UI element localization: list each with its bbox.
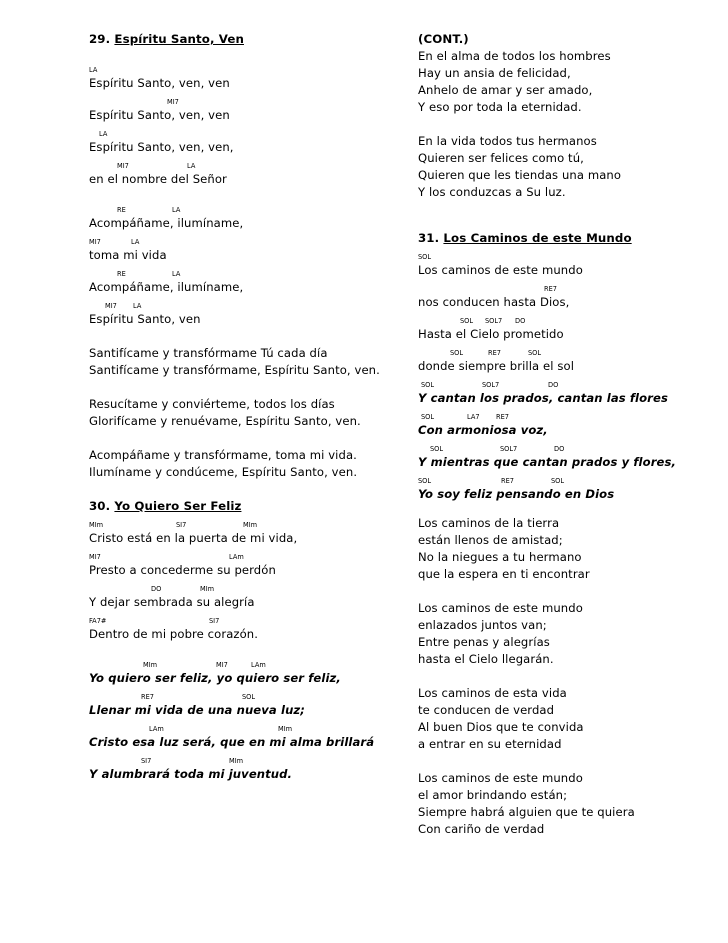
chord: SI7 bbox=[141, 757, 152, 765]
chord: LA bbox=[89, 66, 98, 74]
song-30-heading bbox=[89, 498, 389, 515]
chord: LA bbox=[187, 162, 196, 170]
chord: RE7 bbox=[496, 413, 509, 421]
chord: RE7 bbox=[544, 285, 557, 293]
lyric-line: Ilumíname y condúceme, Espíritu Santo, ven. bbox=[89, 465, 358, 479]
lyric-line: Acompáñame, ilumíname, bbox=[89, 280, 244, 294]
chord: MI7 bbox=[105, 302, 117, 310]
lyric-line: Glorifícame y renuévame, Espíritu Santo, ven. bbox=[89, 414, 361, 428]
song-29-heading bbox=[89, 31, 389, 48]
song-title: Espíritu Santo, Ven bbox=[114, 32, 244, 46]
chord: SI7 bbox=[209, 617, 220, 625]
chord: SI7 bbox=[176, 521, 187, 529]
lyric-line: No la niegues a tu hermano bbox=[418, 550, 582, 564]
chord: SOL7 bbox=[482, 381, 500, 389]
song-title: Los Caminos de este Mundo bbox=[443, 231, 632, 245]
lyric-line: donde siempre brilla el sol bbox=[418, 359, 575, 373]
chord: LA7 bbox=[467, 413, 480, 421]
chorus-line: Y mientras que cantan prados y flores, bbox=[418, 455, 676, 469]
song-number: 30. bbox=[89, 499, 111, 513]
lyric-line: Los caminos de esta vida bbox=[418, 686, 567, 700]
chorus-line: Y alumbrará toda mi juventud. bbox=[89, 767, 293, 781]
chorus-line: Yo soy feliz pensando en Dios bbox=[418, 487, 615, 501]
song-title: Yo Quiero Ser Feliz bbox=[114, 499, 242, 513]
lyric-line: toma mi vida bbox=[89, 248, 167, 262]
chord: SOL bbox=[430, 445, 444, 453]
lyric-line: Al buen Dios que te convida bbox=[418, 720, 584, 734]
chord-line bbox=[89, 687, 389, 702]
lyric-line: Espíritu Santo, ven, ven bbox=[89, 108, 230, 122]
chord: RE7 bbox=[488, 349, 501, 357]
chord: FA7# bbox=[89, 617, 107, 625]
chord-line bbox=[89, 515, 389, 530]
chord-line bbox=[418, 343, 718, 358]
lyric-line: enlazados juntos van; bbox=[418, 618, 547, 632]
chord-line bbox=[89, 296, 389, 311]
chord-line bbox=[89, 92, 389, 107]
chord: RE7 bbox=[141, 693, 154, 701]
chord-line bbox=[418, 247, 718, 262]
chord: MI7 bbox=[167, 98, 179, 106]
chord-line bbox=[418, 311, 718, 326]
lyric-line: Presto a concederme su perdón bbox=[89, 563, 276, 577]
chord: LA bbox=[172, 270, 181, 278]
lyric-line: Los caminos de este mundo bbox=[418, 771, 583, 785]
chord: SOL bbox=[418, 253, 432, 261]
chord: MIm bbox=[278, 725, 293, 733]
chord-line bbox=[89, 124, 389, 139]
chord-line bbox=[418, 471, 718, 486]
lyric-line: Santifícame y transfórmame Tú cada día bbox=[89, 346, 328, 360]
chord-line bbox=[418, 439, 718, 454]
chord: LA bbox=[131, 238, 140, 246]
chord-line bbox=[418, 407, 718, 422]
lyric-line: Cristo está en la puerta de mi vida, bbox=[89, 531, 298, 545]
chord: SOL bbox=[528, 349, 542, 357]
right-column bbox=[418, 31, 718, 838]
chord-line bbox=[89, 60, 389, 75]
lyric-line: Espíritu Santo, ven, ven, bbox=[89, 140, 234, 154]
chord: DO bbox=[548, 381, 559, 389]
chord: MI7 bbox=[89, 238, 101, 246]
chord: SOL bbox=[421, 413, 435, 421]
lyric-line: Santifícame y transfórmame, Espíritu Santo, ven. bbox=[89, 363, 380, 377]
chord: MIm bbox=[229, 757, 244, 765]
lyric-line: Y dejar sembrada su alegría bbox=[89, 595, 255, 609]
lyric-line: Hasta el Cielo prometido bbox=[418, 327, 564, 341]
chorus-line: Y cantan los prados, cantan las flores bbox=[418, 391, 668, 405]
lyric-line: Quieren ser felices como tú, bbox=[418, 151, 584, 165]
chord: SOL bbox=[460, 317, 474, 325]
lyric-line: Resucítame y conviérteme, todos los días bbox=[89, 397, 335, 411]
chord: SOL bbox=[242, 693, 256, 701]
chord-line bbox=[418, 279, 718, 294]
chorus-line: Yo quiero ser feliz, yo quiero ser feliz, bbox=[89, 671, 341, 685]
chord-line bbox=[418, 375, 718, 390]
chord: LA bbox=[172, 206, 181, 214]
lyric-line: Hay un ansia de felicidad, bbox=[418, 66, 571, 80]
chord-line bbox=[89, 264, 389, 279]
chord-line bbox=[89, 751, 389, 766]
chord: SOL7 bbox=[500, 445, 518, 453]
lyric-line: Y eso por toda la eternidad. bbox=[418, 100, 582, 114]
chord: RE7 bbox=[501, 477, 514, 485]
lyric-line: En el alma de todos los hombres bbox=[418, 49, 611, 63]
chorus-line: Llenar mi vida de una nueva luz; bbox=[89, 703, 306, 717]
chord: DO bbox=[151, 585, 162, 593]
chord: LA bbox=[99, 130, 108, 138]
lyric-line: Los caminos de este mundo bbox=[418, 263, 583, 277]
chord: SOL bbox=[551, 477, 565, 485]
lyric-line: Espíritu Santo, ven, ven bbox=[89, 76, 230, 90]
chord-line bbox=[89, 719, 389, 734]
lyric-line: nos conducen hasta Dios, bbox=[418, 295, 570, 309]
chord-line bbox=[89, 232, 389, 247]
continuation-heading: (CONT.) bbox=[418, 32, 469, 46]
lyric-line: en el nombre del Señor bbox=[89, 172, 227, 186]
lyric-line: Los caminos de la tierra bbox=[418, 516, 560, 530]
chord-line bbox=[89, 156, 389, 171]
chord: MIm bbox=[200, 585, 215, 593]
lyric-line: te conducen de verdad bbox=[418, 703, 555, 717]
lyric-line: Quieren que les tiendas una mano bbox=[418, 168, 622, 182]
chord: MI7 bbox=[216, 661, 228, 669]
lyric-line: que la espera en ti encontrar bbox=[418, 567, 590, 581]
chord-line bbox=[89, 611, 389, 626]
song-number: 31. bbox=[418, 231, 440, 245]
lyric-line: Anhelo de amar y ser amado, bbox=[418, 83, 593, 97]
song-31-heading bbox=[418, 230, 718, 247]
lyric-line: Espíritu Santo, ven bbox=[89, 312, 201, 326]
lyric-line: hasta el Cielo llegarán. bbox=[418, 652, 554, 666]
chord-line bbox=[89, 547, 389, 562]
chord: LAm bbox=[149, 725, 164, 733]
chord: DO bbox=[554, 445, 565, 453]
chord: MI7 bbox=[89, 553, 101, 561]
lyric-line: Dentro de mi pobre corazón. bbox=[89, 627, 259, 641]
song-number: 29. bbox=[89, 32, 111, 46]
chord: SOL bbox=[418, 477, 432, 485]
lyric-line: a entrar en su eternidad bbox=[418, 737, 562, 751]
chord: MIm bbox=[89, 521, 104, 529]
chord-line bbox=[89, 200, 389, 215]
chord-line bbox=[89, 655, 389, 670]
lyric-line: Los caminos de este mundo bbox=[418, 601, 583, 615]
chord: MIm bbox=[143, 661, 158, 669]
chorus-line: Con armoniosa voz, bbox=[418, 423, 548, 437]
chord: MI7 bbox=[117, 162, 129, 170]
chord: SOL bbox=[421, 381, 435, 389]
lyric-line: Siempre habrá alguien que te quiera bbox=[418, 805, 635, 819]
lyric-line: Y los conduzcas a Su luz. bbox=[418, 185, 566, 199]
chord: MIm bbox=[243, 521, 258, 529]
chord: RE bbox=[117, 270, 126, 278]
lyric-line: están llenos de amistad; bbox=[418, 533, 563, 547]
chord: LAm bbox=[229, 553, 244, 561]
lyric-line: Con cariño de verdad bbox=[418, 822, 545, 836]
chord-line bbox=[89, 579, 389, 594]
lyric-line: Acompáñame, ilumíname, bbox=[89, 216, 244, 230]
chorus-line: Cristo esa luz será, que en mi alma brillará bbox=[89, 735, 375, 749]
lyric-line: Entre penas y alegrías bbox=[418, 635, 550, 649]
left-column bbox=[89, 31, 389, 783]
lyric-line: En la vida todos tus hermanos bbox=[418, 134, 597, 148]
chord: DO bbox=[515, 317, 526, 325]
lyric-line: Acompáñame y transfórmame, toma mi vida. bbox=[89, 448, 357, 462]
chord: LAm bbox=[251, 661, 266, 669]
chord: RE bbox=[117, 206, 126, 214]
chord: SOL bbox=[450, 349, 464, 357]
lyric-line: el amor brindando están; bbox=[418, 788, 568, 802]
chord: SOL7 bbox=[485, 317, 503, 325]
chord: LA bbox=[133, 302, 142, 310]
